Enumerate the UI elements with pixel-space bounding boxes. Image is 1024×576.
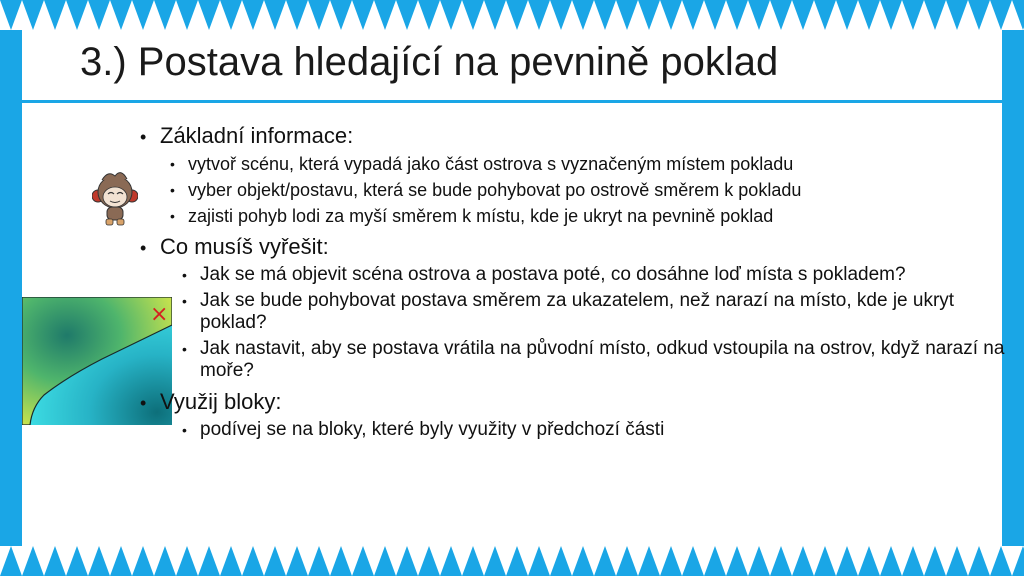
bullet-icon: • — [182, 422, 187, 438]
bullet-icon: • — [182, 293, 187, 309]
bullet-icon: • — [182, 267, 187, 283]
list-item — [170, 153, 1010, 175]
slide-content — [140, 122, 1010, 447]
section-items — [182, 264, 1010, 382]
list-item — [170, 205, 1010, 227]
bullet-icon: • — [182, 341, 187, 357]
section-heading-text: Co musíš vyřešit: — [160, 234, 329, 259]
list-item — [182, 290, 1010, 334]
section-basic-info — [140, 122, 1010, 227]
bullet-icon: • — [140, 238, 147, 258]
list-item-text: podívej se na bloky, které byly využity v předchozí části — [200, 419, 665, 440]
bottom-triangle-border — [0, 546, 1024, 576]
slide-title: 3.) Postava hledající na pevnině poklad — [80, 40, 779, 84]
monkey-character-icon — [92, 170, 138, 228]
section-use-blocks — [140, 388, 1010, 441]
section-items — [170, 153, 1010, 227]
left-border — [0, 0, 22, 576]
list-item-text: Jak se má objevit scéna ostrova a postava poté, co dosáhne loď místa s pokladem? — [200, 264, 906, 285]
list-item — [170, 179, 1010, 201]
bullet-icon: • — [170, 156, 175, 172]
title-divider — [22, 100, 1002, 103]
list-item-text: Jak se bude pohybovat postava směrem za ukazatelem, než narazí na místo, kde je ukryt poklad? — [200, 290, 955, 333]
list-item — [182, 264, 1010, 286]
bullet-icon: • — [170, 208, 175, 224]
section-heading-text: Základní informace: — [160, 123, 354, 148]
top-triangle-border — [0, 0, 1024, 30]
bullet-icon: • — [140, 127, 147, 147]
list-item-text: vyber objekt/postavu, která se bude pohybovat po ostrově směrem k pokladu — [188, 180, 802, 200]
list-item — [182, 338, 1010, 382]
list-item-text: zajisti pohyb lodi za myší směrem k místu, kde je ukryt na pevnině poklad — [188, 206, 774, 226]
section-to-solve — [140, 233, 1010, 382]
section-heading-text: Využij bloky: — [160, 389, 282, 414]
treasure-mark-icon: × — [150, 302, 169, 327]
section-heading — [140, 233, 1010, 262]
section-items — [182, 419, 1010, 441]
section-heading — [140, 122, 1010, 151]
list-item-text: Jak nastavit, aby se postava vrátila na původní místo, odkud vstoupila na ostrov, když narazí na moře? — [200, 338, 1005, 381]
list-item — [182, 419, 1010, 441]
section-heading — [140, 388, 1010, 417]
bullet-icon: • — [170, 182, 175, 198]
bullet-icon: • — [140, 393, 147, 413]
list-item-text: vytvoř scénu, která vypadá jako část ostrova s vyznačeným místem pokladu — [188, 154, 794, 174]
